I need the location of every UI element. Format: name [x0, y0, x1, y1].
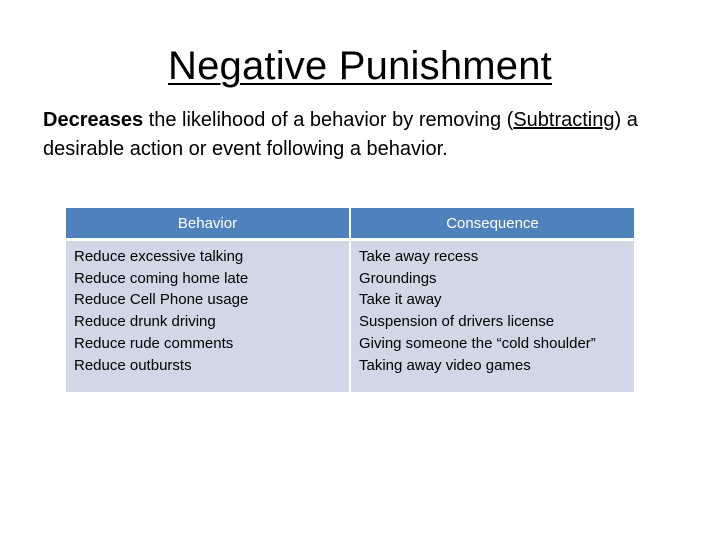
behavior-item: Reduce coming home late — [74, 269, 249, 287]
consequence-cell — [350, 240, 634, 392]
behavior-column-header: Behavior — [66, 208, 350, 240]
consequence-item: Suspension of drivers license — [359, 313, 555, 331]
table-row — [66, 240, 634, 392]
examples-table — [66, 208, 634, 392]
behavior-cell — [66, 240, 350, 392]
consequence-item: Giving someone the “cold shoulder” — [359, 334, 596, 352]
definition-text — [43, 106, 693, 164]
behavior-item: Reduce outbursts — [74, 356, 192, 374]
definition-text-part-a: the likelihood of a behavior by removing ( — [143, 109, 514, 131]
slide-title: Negative Punishment — [167, 44, 552, 88]
definition-bold-lead: Decreases — [43, 109, 144, 131]
consequence-item: Taking away video games — [359, 356, 531, 374]
table-header-row — [66, 208, 634, 240]
behavior-item: Reduce excessive talking — [74, 248, 244, 265]
behavior-item: Reduce drunk driving — [74, 313, 216, 331]
consequence-column-header: Consequence — [350, 208, 634, 240]
behavior-item: Reduce Cell Phone usage — [74, 291, 249, 309]
consequence-item: Take away recess — [359, 248, 479, 265]
definition-underlined-word: Subtracting — [513, 109, 615, 131]
definition-text-part-b: ) a desirable action or event following a behavior. — [43, 109, 638, 160]
behavior-item: Reduce rude comments — [74, 334, 234, 352]
consequence-item: Groundings — [359, 269, 437, 287]
consequence-item: Take it away — [359, 291, 442, 309]
